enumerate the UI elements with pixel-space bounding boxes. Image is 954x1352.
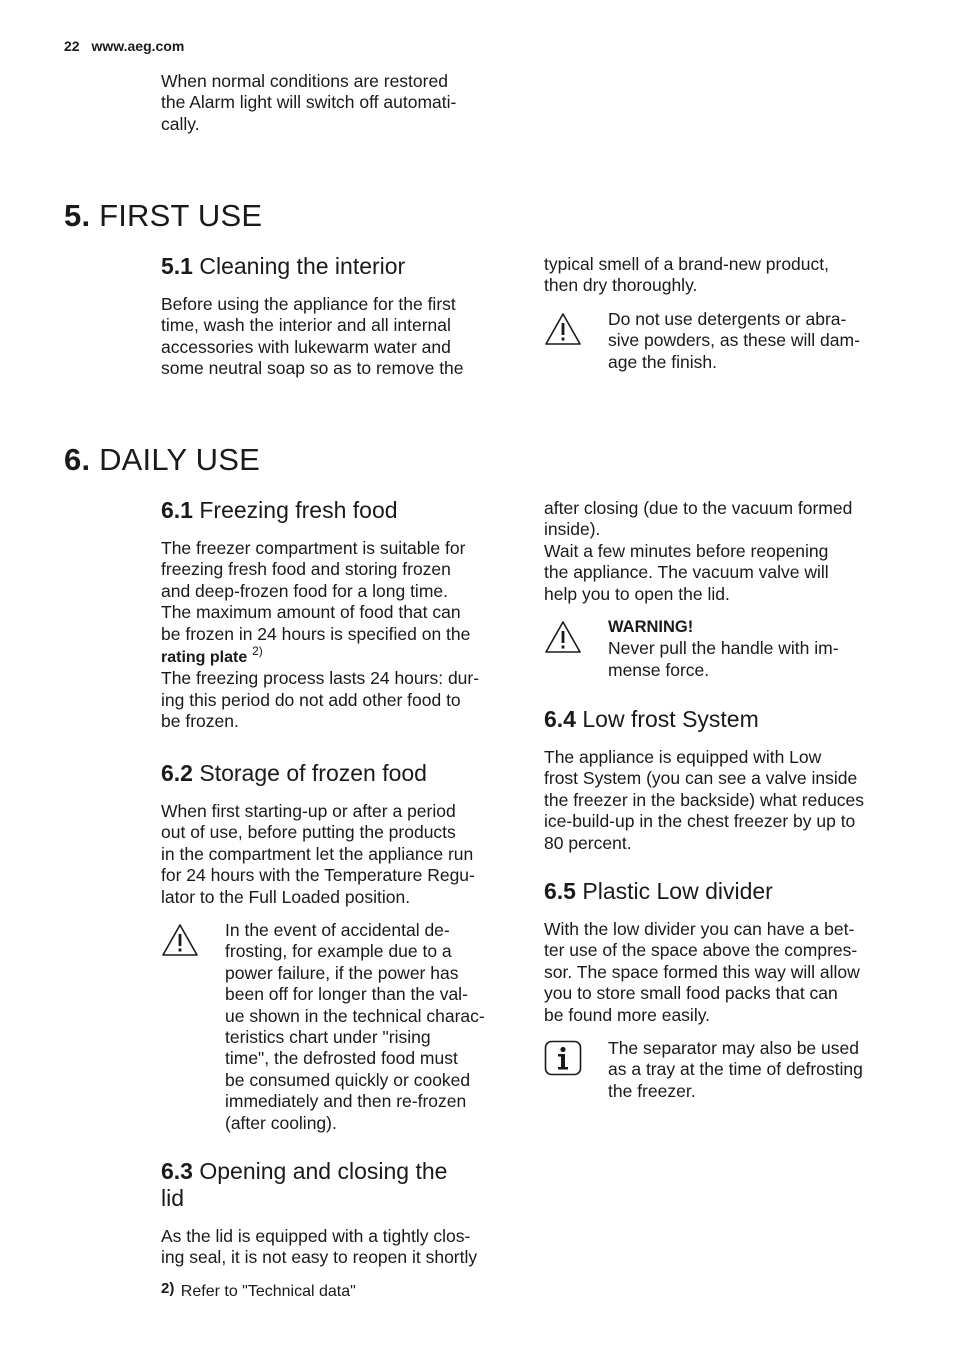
subsection-title: Opening and closing the (199, 1158, 448, 1184)
lid-warning (608, 617, 839, 681)
warning-title: WARNING! (608, 618, 694, 636)
text-line: accessories with lukewarm water and (161, 336, 451, 357)
text-line: Before using the appliance for the first (161, 294, 456, 314)
text-line: be found more easily. (544, 1004, 711, 1025)
text-line: The separator may also be used (608, 1038, 859, 1058)
text-line: When normal conditions are restored (161, 71, 448, 91)
text-line: for 24 hours with the Temperature Regu- (161, 865, 475, 886)
text-line: 80 percent. (544, 832, 632, 853)
text-line: as a tray at the time of defrosting (608, 1059, 863, 1080)
heading-6-2 (161, 760, 427, 787)
text-line: be frozen. (161, 711, 239, 732)
subsection-number: 6.3 (161, 1158, 193, 1184)
text-line: teristics chart under "rising (225, 1027, 431, 1048)
warning-triangle-icon (161, 923, 199, 957)
section-title: FIRST USE (99, 198, 263, 233)
text-line: time", the defrosted food must (225, 1048, 458, 1069)
text-line: sive powders, as these will dam- (608, 330, 860, 351)
intro-text (161, 71, 456, 135)
footnote-text: Refer to "Technical data" (180, 1283, 356, 1300)
cleaning-body-cont (544, 254, 829, 297)
lowfrost-body (544, 747, 864, 854)
text-line: inside). (544, 519, 601, 540)
lid-body (161, 1226, 477, 1269)
divider-body (544, 919, 860, 1026)
subsection-number: 6.5 (544, 878, 576, 904)
page-number: 22 (64, 38, 80, 54)
heading-6-4 (544, 706, 759, 733)
subsection-title-cont: lid (161, 1185, 185, 1211)
subsection-title: Cleaning the interior (199, 253, 406, 279)
section-title: DAILY USE (99, 442, 260, 477)
text-line: When first starting-up or after a period (161, 801, 456, 821)
text-line: the Alarm light will switch off automati- (161, 92, 457, 113)
text-line: The maximum amount of food that can (161, 602, 461, 623)
section-6-heading (64, 442, 260, 478)
text-line: power failure, if the power has (225, 962, 459, 983)
text-line: ing seal, it is not easy to reopen it shortly (161, 1247, 478, 1268)
rating-plate-line (161, 646, 479, 668)
subsection-title: Freezing fresh food (199, 497, 398, 523)
text-line: mense force. (608, 659, 710, 680)
text-line: in the compartment let the appliance run (161, 843, 474, 864)
text-line: the appliance. The vacuum valve will (544, 562, 829, 583)
divider-info (608, 1038, 863, 1102)
text-line: The appliance is equipped with Low (544, 747, 822, 767)
text-line: Wait a few minutes before reopening (544, 540, 829, 561)
text-line: As the lid is equipped with a tightly clos- (161, 1226, 471, 1246)
subsection-title: Plastic Low divider (582, 878, 773, 904)
heading-5-1 (161, 253, 405, 280)
text-line: With the low divider you can have a bet- (544, 919, 855, 939)
subsection-number: 6.1 (161, 497, 193, 523)
text-line: the freezer in the backside) what reduces (544, 789, 865, 810)
section-number: 5. (64, 198, 91, 233)
footnote (161, 1280, 356, 1298)
page-header (64, 38, 184, 54)
text-line: out of use, before putting the products (161, 822, 456, 843)
text-line: ter use of the space above the compres- (544, 940, 858, 961)
text-line: freezing fresh food and storing frozen (161, 559, 451, 580)
heading-6-3 (161, 1158, 447, 1212)
text-line: Do not use detergents or abra- (608, 309, 847, 329)
text-line: immediately and then re-frozen (225, 1091, 467, 1112)
text-line: you to store small food packs that can (544, 983, 838, 1004)
subsection-title: Low frost System (582, 706, 759, 732)
text-line: typical smell of a brand-new product, (544, 254, 829, 274)
text-line: some neutral soap so as to remove the (161, 358, 464, 379)
text-line: help you to open the lid. (544, 583, 730, 604)
text-line: then dry thoroughly. (544, 275, 698, 296)
section-number: 6. (64, 442, 91, 477)
text-line: sor. The space formed this way will allow (544, 961, 860, 982)
cleaning-body (161, 294, 464, 380)
subsection-number: 6.2 (161, 760, 193, 786)
website: www.aeg.com (91, 38, 185, 54)
footnote-ref[interactable]: 2) (252, 644, 263, 659)
text-line: be frozen in 24 hours is specified on the (161, 623, 471, 644)
subsection-title: Storage of frozen food (199, 760, 427, 786)
text-line: after closing (due to the vacuum formed (544, 498, 853, 518)
text-line: (after cooling). (225, 1112, 337, 1133)
text-line: In the event of accidental de- (225, 920, 450, 940)
subsection-number: 6.4 (544, 706, 576, 732)
text-line: lator to the Full Loaded position. (161, 886, 411, 907)
rating-plate-term: rating plate (161, 649, 248, 667)
heading-6-1 (161, 497, 398, 524)
section-5-heading (64, 198, 262, 234)
text-line: ice-build-up in the chest freezer by up to (544, 811, 856, 832)
text-line: age the finish. (608, 351, 717, 372)
text-line: The freezer compartment is suitable for (161, 538, 466, 558)
text-line: been off for longer than the val- (225, 984, 468, 1005)
text-line: cally. (161, 113, 200, 134)
text-line: ue shown in the technical charac- (225, 1005, 485, 1026)
info-icon (544, 1040, 582, 1076)
text-line: The freezing process lasts 24 hours: dur- (161, 668, 480, 689)
text-line: the freezer. (608, 1080, 696, 1101)
heading-6-5 (544, 878, 773, 905)
lid-body-cont (544, 498, 852, 605)
text-line: ing this period do not add other food to (161, 689, 461, 710)
text-line: frosting, for example due to a (225, 941, 452, 962)
storage-warning (225, 920, 485, 1134)
footnote-marker: 2) (161, 1280, 175, 1297)
subsection-number: 5.1 (161, 253, 193, 279)
cleaning-warning (608, 309, 860, 373)
text-line: be consumed quickly or cooked (225, 1069, 471, 1090)
text-line: and deep-frozen food for a long time. (161, 580, 448, 601)
storage-body (161, 801, 475, 908)
text-line: frost System (you can see a valve inside (544, 768, 858, 789)
text-line: Never pull the handle with im- (608, 638, 839, 659)
text-line: time, wash the interior and all internal (161, 315, 451, 336)
warning-triangle-icon (544, 312, 582, 346)
freezing-body (161, 538, 479, 733)
warning-triangle-icon (544, 620, 582, 654)
